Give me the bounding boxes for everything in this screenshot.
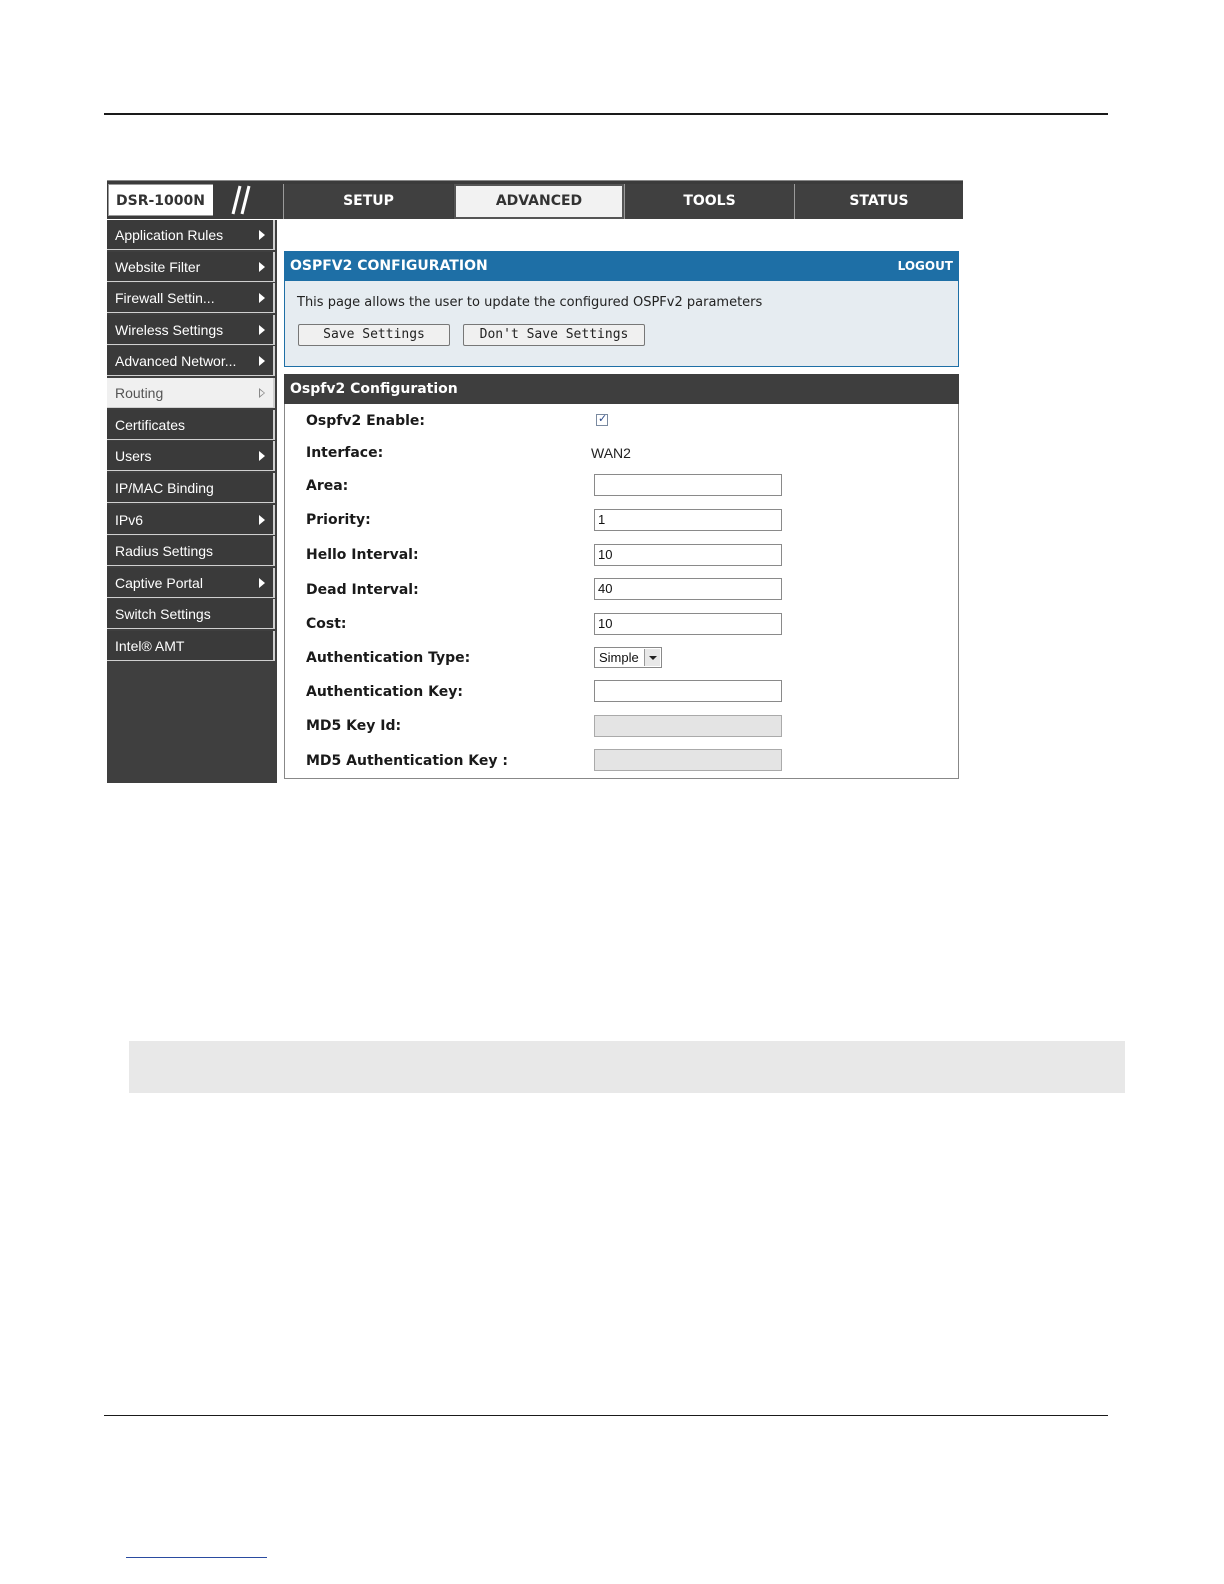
page-description: This page allows the user to update the configured OSPFv2 parameters <box>297 295 763 310</box>
config-section-header <box>284 374 959 404</box>
sidebar-item-advanced-network[interactable] <box>107 346 275 376</box>
ospfv2-enable-checkbox[interactable] <box>596 414 608 426</box>
priority-label: Priority: <box>306 512 371 528</box>
arrow-right-icon <box>259 293 265 303</box>
arrow-right-icon <box>259 230 265 240</box>
sidebar-item-ip-mac-binding[interactable] <box>107 473 275 503</box>
area-input[interactable] <box>594 474 782 496</box>
area-label: Area: <box>306 478 349 494</box>
sidebar-item-label: Switch Settings <box>115 606 211 622</box>
arrow-right-icon <box>259 262 265 272</box>
sidebar-item-firewall-settings[interactable] <box>107 283 275 313</box>
sidebar-item-label: Radius Settings <box>115 543 214 559</box>
arrow-right-icon <box>259 515 265 525</box>
check-mark-icon: ✓ <box>598 413 608 425</box>
brand-slash-icon <box>213 183 273 217</box>
brand-label: DSR-1000N <box>116 193 205 209</box>
config-form <box>284 404 959 779</box>
top-nav <box>107 180 963 219</box>
arrow-right-outline-icon <box>259 388 265 398</box>
sidebar-item-routing[interactable] <box>107 378 275 408</box>
sidebar-item-label: Certificates <box>115 417 186 433</box>
brand-box <box>108 184 220 216</box>
arrow-right-icon <box>259 451 265 461</box>
sidebar-item-label: Firewall Settin... <box>115 290 215 306</box>
logout-link[interactable]: LOGOUT <box>897 259 953 273</box>
sidebar-item-application-rules[interactable] <box>107 220 275 250</box>
priority-input[interactable]: 1 <box>594 509 782 531</box>
sidebar-item-captive-portal[interactable] <box>107 568 275 598</box>
sidebar-item-label: Captive Portal <box>115 575 203 591</box>
tab-tools[interactable]: TOOLS <box>624 184 794 219</box>
tab-setup[interactable]: SETUP <box>283 184 453 219</box>
sidebar-item-label: IPv6 <box>115 512 144 528</box>
sidebar-item-switch-settings[interactable] <box>107 599 275 629</box>
bottom-rule <box>104 1415 1108 1416</box>
interface-value: WAN2 <box>591 445 631 461</box>
sidebar-item-label: Website Filter <box>115 259 201 275</box>
sidebar-item-label: Routing <box>115 385 164 401</box>
router-admin-screenshot <box>107 180 963 783</box>
dont-save-settings-button[interactable]: Don't Save Settings <box>463 324 645 346</box>
dead-interval-input[interactable]: 40 <box>594 578 782 600</box>
sidebar-item-ipv6[interactable] <box>107 505 275 535</box>
panel-body <box>284 281 959 367</box>
sidebar-item-label: Advanced Networ... <box>115 353 237 369</box>
sidebar-item-wireless-settings[interactable] <box>107 315 275 345</box>
sidebar-item-label: Application Rules <box>115 227 224 243</box>
md5-key-id-label: MD5 Key Id: <box>306 718 402 734</box>
top-rule <box>104 113 1108 115</box>
authentication-key-label: Authentication Key: <box>306 684 463 700</box>
hello-interval-input[interactable]: 10 <box>594 544 782 566</box>
note-band <box>129 1041 1125 1093</box>
authentication-type-value: Simple <box>599 650 639 665</box>
sidebar-item-website-filter[interactable] <box>107 252 275 282</box>
sidebar-item-radius-settings[interactable] <box>107 536 275 566</box>
chevron-down-icon <box>644 649 660 666</box>
sidebar-item-label: Intel® AMT <box>115 638 185 654</box>
interface-label: Interface: <box>306 445 384 461</box>
hello-interval-label: Hello Interval: <box>306 547 419 563</box>
md5-authentication-key-label: MD5 Authentication Key : <box>306 753 508 769</box>
sidebar <box>107 220 277 783</box>
sidebar-item-label: IP/MAC Binding <box>115 480 214 496</box>
sidebar-item-label: Users <box>115 448 152 464</box>
md5-authentication-key-input <box>594 749 782 771</box>
footer-link-underline <box>126 1557 267 1558</box>
cost-label: Cost: <box>306 616 347 632</box>
md5-key-id-input <box>594 715 782 737</box>
authentication-type-select[interactable] <box>594 647 662 668</box>
ospfv2-enable-label: Ospfv2 Enable: <box>306 413 425 429</box>
sidebar-item-intel-amt[interactable] <box>107 631 275 661</box>
config-section-title: Ospfv2 Configuration <box>290 381 458 397</box>
authentication-key-input[interactable] <box>594 680 782 702</box>
authentication-type-label: Authentication Type: <box>306 650 471 666</box>
save-settings-button[interactable]: Save Settings <box>298 324 450 346</box>
dead-interval-label: Dead Interval: <box>306 582 419 598</box>
arrow-right-icon <box>259 325 265 335</box>
arrow-right-icon <box>259 356 265 366</box>
arrow-right-icon <box>259 578 265 588</box>
sidebar-item-users[interactable] <box>107 441 275 471</box>
tab-status[interactable]: STATUS <box>794 184 963 219</box>
sidebar-item-certificates[interactable] <box>107 410 275 440</box>
page-title: OSPFV2 CONFIGURATION <box>290 258 488 274</box>
sidebar-item-label: Wireless Settings <box>115 322 224 338</box>
cost-input[interactable]: 10 <box>594 613 782 635</box>
panel-header <box>284 251 959 281</box>
tab-advanced[interactable]: ADVANCED <box>454 184 624 219</box>
